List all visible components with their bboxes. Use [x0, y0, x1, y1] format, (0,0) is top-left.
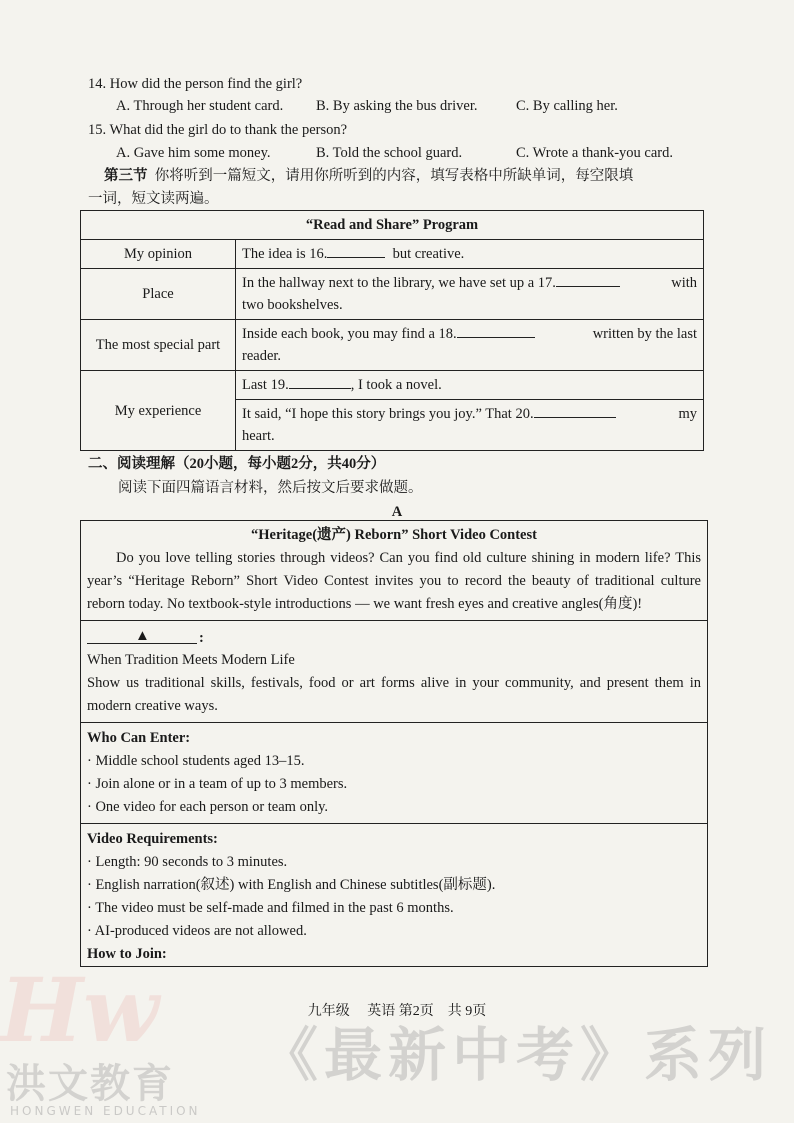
question-15-option-c: C. Wrote a thank-you card.	[516, 145, 673, 161]
section-3-text-line2: 一词，短文读两遍。	[88, 191, 219, 207]
watermark-logo-mark: Hw	[0, 958, 159, 1062]
who-item-3: · One video for each person or team only.	[87, 799, 329, 815]
table-cell-experience-1	[236, 371, 704, 400]
opinion-text-end: but creative.	[392, 246, 465, 262]
passage-a-title: “Heritage(遗产) Reborn” Short Video Contest	[251, 527, 537, 543]
theme-title: When Tradition Meets Modern Life	[87, 652, 295, 668]
passage-a-box-bottom-border	[81, 966, 707, 967]
theme-heading-blank	[87, 627, 701, 649]
section-3-instruction	[104, 166, 633, 186]
who-item-2: · Join alone or in a team of up to 3 members.	[87, 776, 348, 792]
watermark-logo-en: HONGWEN EDUCATION	[10, 1104, 201, 1118]
place-text-with: with	[671, 275, 697, 291]
who-can-enter-heading: Who Can Enter:	[87, 730, 191, 746]
table-row-label-experience: My experience	[81, 371, 236, 451]
theme-text: Show us traditional skills, festivals, food or art forms alive in your community, and present them in modern creative ways.	[87, 675, 701, 714]
question-14-stem: 14. How did the person find the girl?	[88, 76, 303, 92]
experience-text-end: heart.	[242, 428, 275, 444]
theme-heading-colon: :	[199, 630, 204, 646]
opinion-text: The idea is 16.	[242, 246, 328, 262]
requirement-item-1: · Length: 90 seconds to 3 minutes.	[87, 854, 288, 870]
passage-a-box	[80, 520, 708, 967]
who-can-enter-section	[81, 723, 707, 824]
place-text: In the hallway next to the library, we have set up a 17.	[242, 275, 556, 291]
table-cell-place	[236, 269, 704, 320]
part-2-heading: 二、阅读理解（20小题，每小题2分，共40分）	[88, 456, 386, 472]
blank-19[interactable]	[289, 374, 351, 389]
question-15-option-b: B. Told the school guard.	[316, 145, 463, 161]
who-item-1: · Middle school students aged 13–15.	[87, 753, 305, 769]
question-15-option-a: A. Gave him some money.	[116, 145, 271, 161]
special-text: Inside each book, you may find a 18.	[242, 326, 457, 342]
passage-letter: A	[391, 504, 403, 520]
special-text-written: written by the last	[592, 326, 697, 342]
page-footer: 九年级 英语 第2页 共 9页	[307, 1004, 487, 1019]
blank-20[interactable]	[534, 403, 616, 418]
passage-a-intro-section	[81, 521, 707, 621]
table-row-label-special-part: The most special part	[81, 320, 236, 371]
passage-a-intro: Do you love telling stories through videos? Can you find old culture shining in modern life? This year’s “Heritage Reborn” Short Video Contest invites you to record the beauty of traditional culture reborn today. No textbook-style introductions — we want fresh eyes and creative angles(角度)!	[87, 550, 701, 612]
section-3-text-line1: 你将听到一篇短文，请用你所听到的内容，填写表格中所缺单词，每空限填	[154, 168, 634, 184]
requirement-item-4: · AI-produced videos are not allowed.	[87, 923, 307, 939]
video-requirements-heading: Video Requirements:	[87, 831, 218, 847]
requirement-item-2: · English narration(叙述) with English and Chinese subtitles(副标题).	[87, 877, 496, 893]
question-15-stem: 15. What did the girl do to thank the person?	[88, 122, 348, 138]
watermark-series: 《最新中考》系列	[260, 1021, 773, 1089]
place-text-end: two bookshelves.	[242, 297, 343, 313]
question-14-option-b: B. By asking the bus driver.	[316, 98, 478, 114]
video-requirements-section	[81, 824, 707, 966]
question-14-option-a: A. Through her student card.	[116, 98, 284, 114]
experience-quote-text: It said, “I hope this story brings you joy.” That 20.	[242, 406, 534, 422]
experience-text: Last 19.	[242, 377, 289, 393]
question-14-option-c: C. By calling her.	[516, 98, 618, 114]
table-title: “Read and Share” Program	[81, 211, 704, 240]
table-cell-experience-2	[236, 400, 704, 451]
blank-16[interactable]	[327, 243, 385, 258]
how-to-join-heading: How to Join:	[87, 946, 167, 962]
read-and-share-table	[80, 210, 704, 451]
part-2-instruction: 阅读下面四篇语言材料，然后按文后要求做题。	[118, 480, 423, 496]
requirement-item-3: · The video must be self-made and filmed in the past 6 months.	[87, 900, 454, 916]
watermark-logo-cn: 洪文教育	[6, 1061, 174, 1107]
special-text-end: reader.	[242, 348, 282, 364]
experience-text-my: my	[678, 406, 697, 422]
table-cell-opinion	[236, 240, 704, 269]
table-cell-special-part	[236, 320, 704, 371]
triangle-marker-icon: ▲	[135, 628, 150, 644]
blank-17[interactable]	[556, 272, 620, 287]
passage-a-theme-section	[81, 621, 707, 723]
table-row-label-place: Place	[81, 269, 236, 320]
section-3-label: 第三节	[104, 168, 148, 184]
experience-text-novel: , I took a novel.	[350, 377, 442, 393]
blank-18[interactable]	[457, 323, 535, 338]
table-row-label-opinion: My opinion	[81, 240, 236, 269]
